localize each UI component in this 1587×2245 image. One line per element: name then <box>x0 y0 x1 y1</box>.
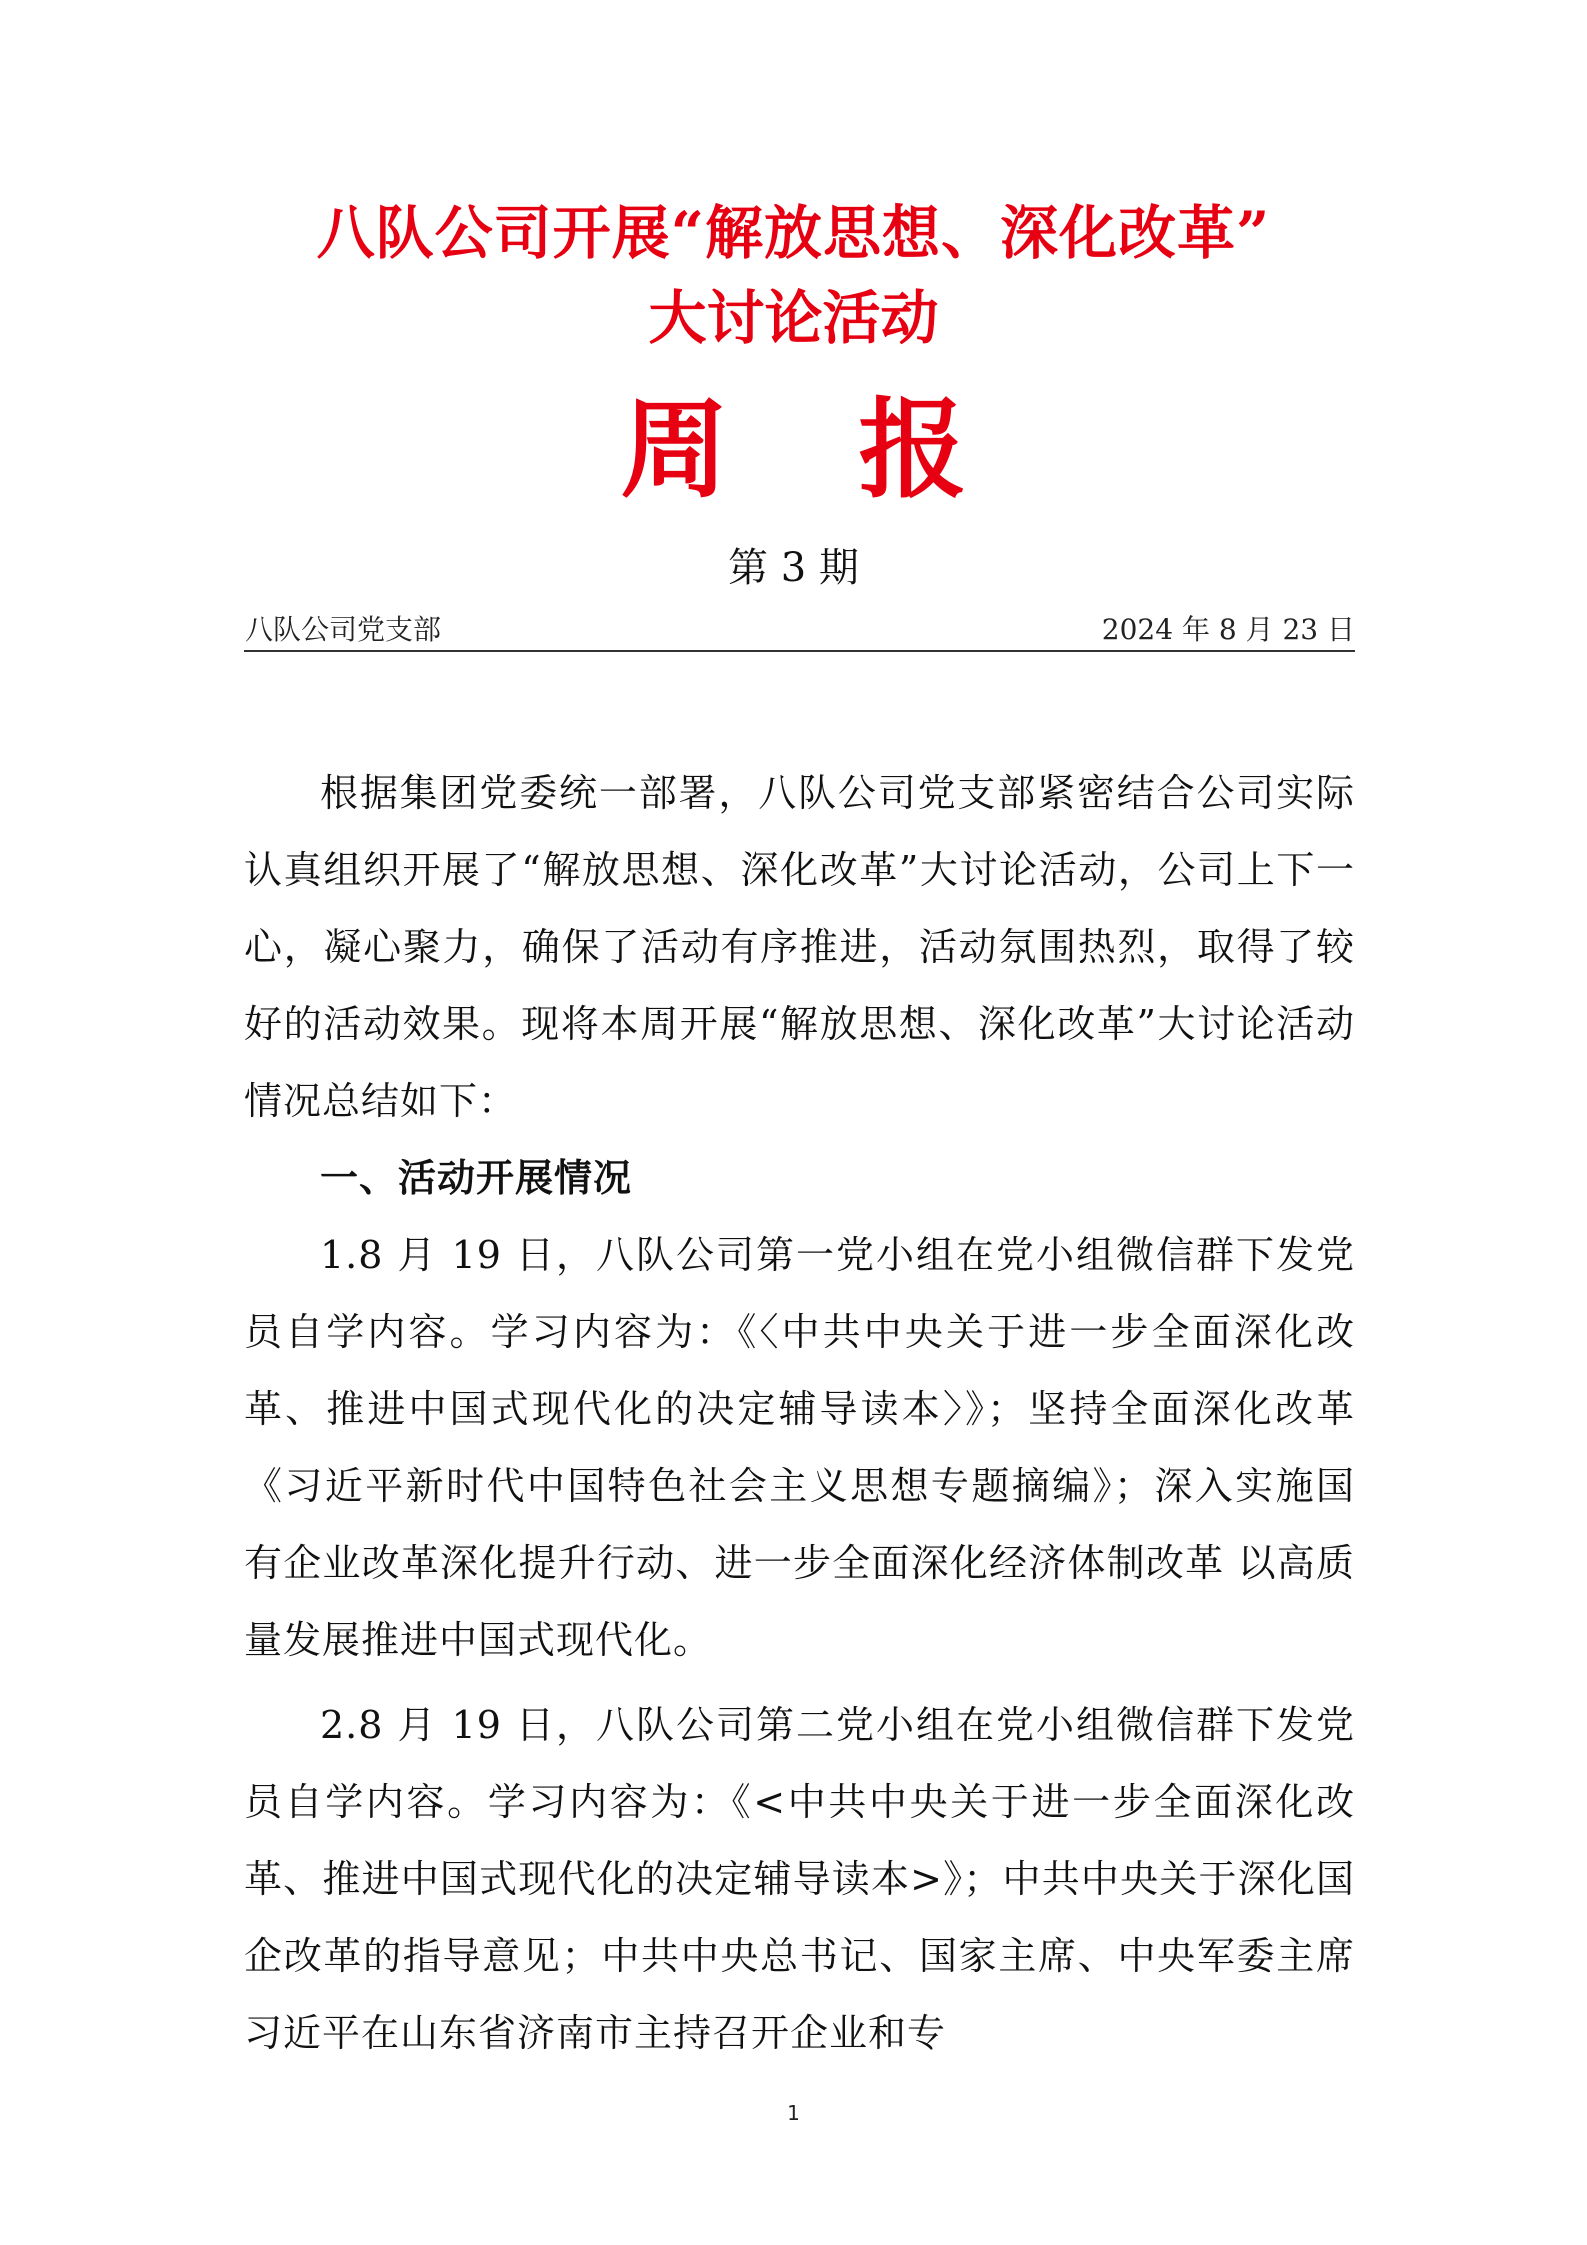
report-title: 周报 <box>620 387 1097 513</box>
list-item: 1.8 月 19 日，八队公司第一党小组在党小组微信群下发党员自学内容。学习内容为：《〈中共中央关于进一步全面深化改革、推进中国式现代化的决定辅导读本〉》；坚持全面深化改革《习近平新时代中国特色社会主义思想专题摘编》；深入实施国有企业改革深化提升行动、进一步全面深化经济体制改革 以高质量发展推进中国式现代化。 <box>244 1233 1355 1662</box>
header-divider <box>244 650 1355 652</box>
publish-date: 2024 年 8 月 23 日 <box>1101 613 1355 646</box>
section-heading: 一、活动开展情况 <box>320 1156 633 1200</box>
document-title-line2: 大讨论活动 <box>648 284 939 352</box>
page-number: 1 <box>787 2101 800 2125</box>
department-name: 八队公司党支部 <box>245 613 442 646</box>
document-title-line1: 八队公司开展“解放思想、深化改革” <box>316 199 1271 267</box>
document-body <box>244 755 1355 2072</box>
intro-paragraph: 根据集团党委统一部署，八队公司党支部紧密结合公司实际认真组织开展了“解放思想、深化改革”大讨论活动，公司上下一心，凝心聚力，确保了活动有序推进，活动氛围热烈，取得了较好的活动效果。现将本周开展“解放思想、深化改革”大讨论活动情况总结如下： <box>244 771 1355 1123</box>
list-item: 2.8 月 19 日，八队公司第二党小组在党小组微信群下发党员自学内容。学习内容为：《<中共中央关于进一步全面深化改革、推进中国式现代化的决定辅导读本>》；中共中央关于深化国企改革的指导意见；中共中央总书记、国家主席、中央军委主席习近平在山东省济南市主持召开企业和专 <box>244 1703 1355 2055</box>
issue-number: 第 3 期 <box>728 545 859 591</box>
